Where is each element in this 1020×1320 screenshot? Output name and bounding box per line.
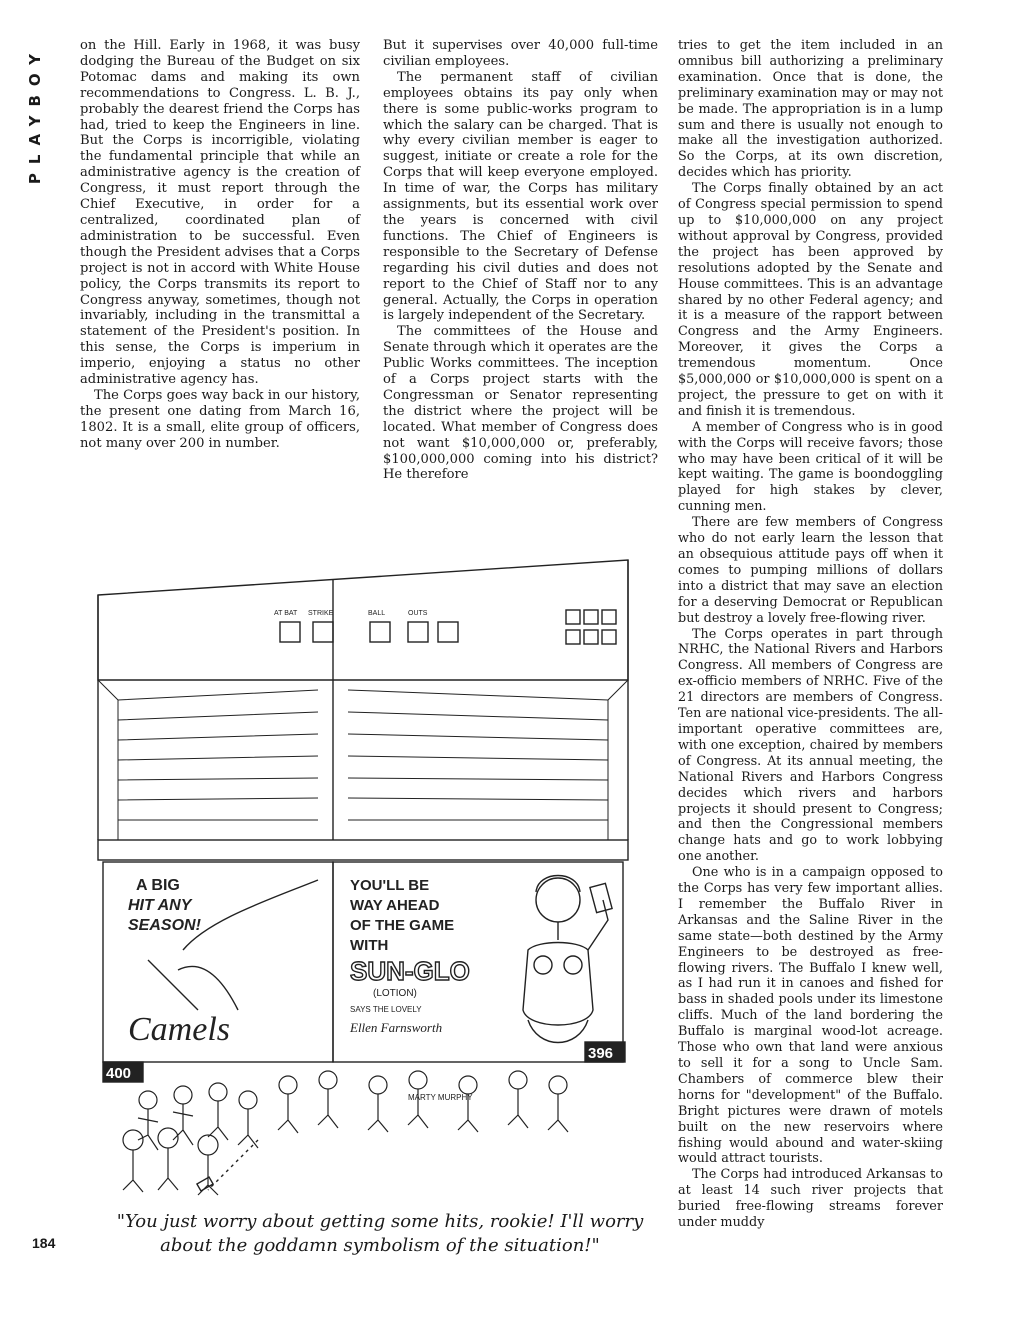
billboard-right-name: Ellen Farnsworth — [350, 1020, 443, 1035]
billboard-right-brand: SUN-GLO — [350, 956, 470, 986]
billboard-left-line1: A BIG — [136, 877, 180, 894]
scoreboard-box — [408, 622, 428, 642]
billboard-right-line1: YOU'LL BE — [350, 877, 430, 894]
scoreboard-box — [313, 622, 333, 642]
column-1 — [80, 38, 360, 452]
bleachers — [98, 680, 628, 840]
players-group — [123, 1071, 568, 1195]
artist-signature: MARTY MURPHY — [408, 1093, 473, 1102]
distance-marker-right-text: 396 — [588, 1045, 614, 1062]
billboard-woman-figure — [523, 876, 612, 1043]
scoreboard-strike: STRIKE — [308, 610, 334, 617]
paragraph: The permanent staff of civilian employees obtains its pay only when there is some public-works program to which the salary can be charged. That is why every civilian member is eager to suggest, initiate or create a role for the Corps that will keep everyone employed. In time of war, the Corps has military assignments, but its essential work over the years is concerned with civil functions. The Chief of Engineers is responsible to the Secretary of Defense regarding his civil duties and does not report to the Chief of Staff nor to any general. Actually, the Corps in operation is largely independent of the Secretary. — [383, 69, 658, 324]
billboard-right-says: SAYS THE LOVELY — [350, 1005, 422, 1014]
billboard-left-line2: HIT ANY — [128, 897, 192, 914]
billboard-right-line3: OF THE GAME — [350, 917, 455, 934]
paragraph: The Corps operates in part through NRHC, the National Rivers and Harbors Congress. All members of Congress are ex-officio members of NRHC. Five of the 21 directors are members of Congress. Ten are national vice-presidents. The all-important operative committees are, with one exception, chaired by members of Congress. At its annual meeting, the National Rivers and Harbors Congress decides which rivers and harbors projects it should present to Congress; and then the Congressional members change hats and go to work lobbying one another. — [678, 626, 943, 865]
paragraph: But it supervises over 40,000 full-time civilian employees. — [383, 38, 658, 69]
billboard-right-line4: WITH — [350, 937, 389, 954]
scoreboard-box — [370, 622, 390, 642]
scoreboard-ball: BALL — [368, 610, 386, 617]
cartoon-illustration — [88, 540, 648, 1200]
paragraph: The Corps had introduced Arkansas to at least 14 such river projects that buried free-flowing streams forever under muddy — [678, 1167, 943, 1231]
cartoon-caption: "You just worry about getting some hits, rookie! I'll worry about the goddamn symbolism of the situation!" — [116, 1211, 644, 1256]
paragraph: The Corps finally obtained by an act of Congress special permission to spend up to $10,000,000 on any project without approval by Congress, provided the project has been approved by resolutions adopted by the Senate and House committees. This is an advantage shared by no other Federal agency; and it is a measure of the rapport between Congress and the Army Engineers. Moreover, it gives the Corps a tremendous momentum. Once $5,000,000 or $10,000,000 is spent on a project, the pressure to get on with it and finish it is tremendous. — [678, 181, 943, 419]
column-3 — [678, 38, 943, 1231]
paragraph: A member of Congress who is in good with the Corps will receive favors; those who may have been critical of it will be kept waiting. The game is boondoggling played for high stakes by clever, cunning men. — [678, 419, 943, 515]
scoreboard-box — [438, 622, 458, 642]
column-2 — [383, 38, 658, 483]
paragraph: on the Hill. Early in 1968, it was busy dodging the Bureau of the Budget on six Potomac dams and making its own recommendations to Congress. L. B. J., probably the dearest friend the Corps has had, tried to keep the Engineers in line. But the Corps is incorrigible, violating the fundamental principle that while an administrative agency is the creation of Congress, it must report through the Chief Executive, in order for a centralized, coordinated plan of administration to be successful. Even though the President advises that a Corps project is not in accord with White House policy, the Corps transmits its report to Congress anyway, sometimes, though not invariably, including in the transmittal a statement of the President's position. In this sense, the Corps is imperium in imperio, enjoying a status no other administrative agency has. — [80, 38, 360, 388]
paragraph: The Corps goes way back in our history, the present one dating from March 16, 1802. It is a small, elite group of officers, not many over 200 in number. — [80, 387, 360, 451]
paragraph: There are few members of Congress who do not early learn the lesson that an obsequious attitude pays off when it comes to pumping millions of dollars into a district that may save an election for a deserving Democrat or Republican but destroy a lovely free-flowing river. — [678, 515, 943, 626]
page-number: 184 — [32, 1235, 56, 1251]
magazine-name: PLAYBOY — [26, 45, 44, 185]
billboard-right-sub: (LOTION) — [373, 988, 417, 999]
paragraph: One who is in a campaign opposed to the Corps has very few important allies. I remember the Buffalo River in Arkansas and the Saline River in the same state—both destined by the Army Engineers to be destroyed as free-flowing rivers. The Buffalo I knew well, as I had run it in canoes and fished for bass in shaded pools under its limestone cliffs. Much of the land bordering the Buffalo is marginal wood-lot acreage. Those who own that land were anxious to sell it for a song to Uncle Sam. Chambers of commerce blew their horns for "development" of the Buffalo. Bright pictures were drawn of motels built on the new reservoirs where fishing would abound and water-skiing would attract tourists. — [678, 865, 943, 1167]
distance-marker-left-text: 400 — [106, 1065, 132, 1082]
paragraph: tries to get the item included in an omnibus bill authorizing a preliminary examination. Once that is done, the preliminary examination may or may not be made. The appropriation is in a lump sum and there is usually not enough to make all the investigation authorized. So the Corps, at its own discretion, decides which has priority. — [678, 38, 943, 181]
billboard-left-line3: SEASON! — [128, 917, 201, 934]
paragraph: The committees of the House and Senate through which it operates are the Public Works committees. The inception of a Corps project starts with the Congressman or Senator representing the district where the project will be located. What member of Congress does not want $10,000,000 or, preferably, $100,000,000 coming into his district? He therefore — [383, 324, 658, 483]
billboard-left-brand: Camels — [128, 1011, 230, 1048]
scoreboard-outs: OUTS — [408, 610, 428, 617]
scoreboard-at-bat: AT BAT — [274, 610, 298, 617]
stadium-roof — [98, 560, 628, 680]
base — [197, 1177, 213, 1191]
scoreboard-box — [280, 622, 300, 642]
billboard-right-line2: WAY AHEAD — [350, 897, 440, 914]
